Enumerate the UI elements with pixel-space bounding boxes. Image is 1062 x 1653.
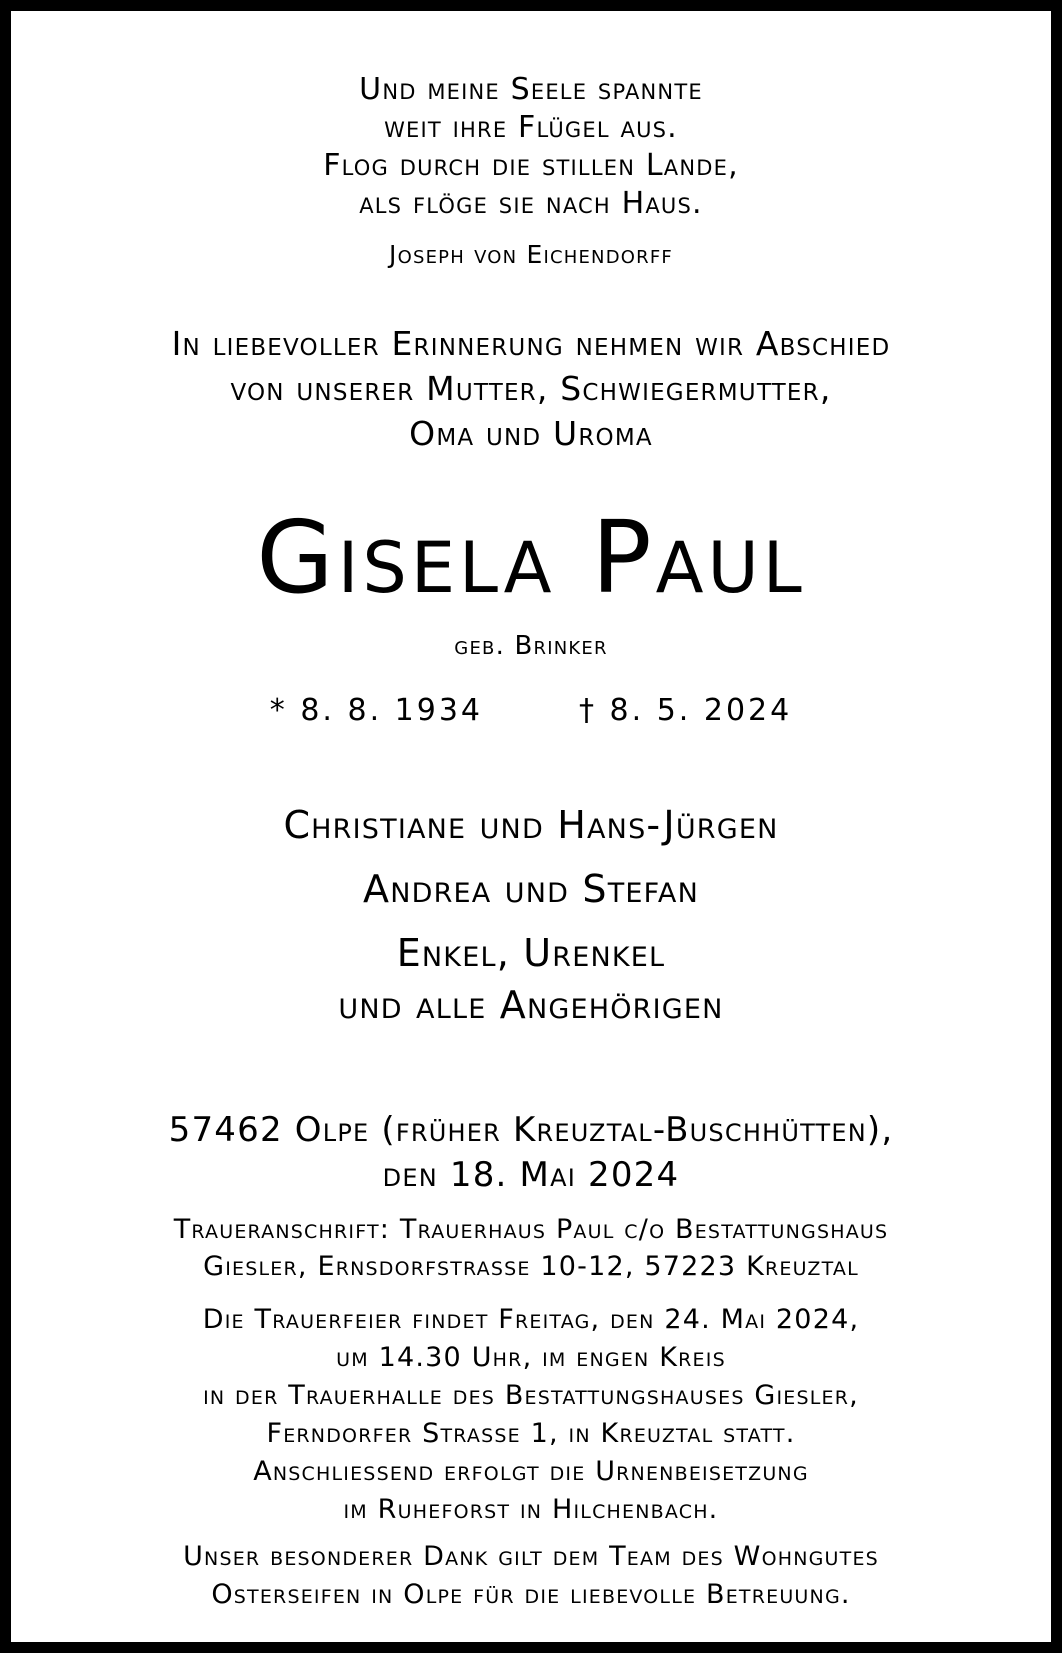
- death-date: † 8. 5. 2024: [579, 693, 793, 728]
- life-dates: [11, 691, 1051, 731]
- mourner-line: Andrea und Stefan: [363, 867, 699, 911]
- mourning-address: [11, 1211, 1051, 1285]
- ceremony-line: um 14.30 Uhr, im engen Kreis: [336, 1342, 726, 1373]
- poem-line: Und meine Seele spannte: [359, 72, 703, 107]
- mourner-line: und alle Angehörigen: [338, 983, 724, 1027]
- ceremony-info: [11, 1301, 1051, 1529]
- thanks-line: Unser besonderer Dank gilt dem Team des Wohngutes: [183, 1541, 879, 1572]
- mourner-line: Enkel, Urenkel: [396, 931, 666, 975]
- ceremony-line: in der Trauerhalle des Bestattungshauses Giesler,: [203, 1380, 859, 1411]
- poem-line: weit ihre Flügel aus.: [384, 110, 678, 145]
- thanks-line: Osterseifen in Olpe für die liebevolle Betreuung.: [211, 1579, 851, 1610]
- ceremony-line: Ferndorfer Strasse 1, in Kreuztal statt.: [266, 1418, 796, 1449]
- thanks-note: [11, 1538, 1051, 1614]
- intro-line: Oma und Uroma: [409, 414, 653, 453]
- intro-text: [11, 321, 1051, 456]
- address-line: Traueranschrift: Trauerhaus Paul c/o Bestattungshaus: [173, 1214, 889, 1245]
- poem-author: Joseph von Eichendorff: [389, 240, 673, 269]
- address-line: Giesler, Ernsdorfstrasse 10-12, 57223 Kreuztal: [203, 1251, 859, 1282]
- intro-line: von unserer Mutter, Schwiegermutter,: [230, 369, 832, 408]
- deceased-name: Gisela Paul: [256, 499, 806, 616]
- birth-date: * 8. 8. 1934: [269, 693, 483, 728]
- poem-line: Flog durch die stillen Lande,: [323, 148, 739, 183]
- mourners: [11, 799, 1051, 1031]
- intro-line: In liebevoller Erinnerung nehmen wir Abschied: [171, 324, 891, 363]
- maiden-name: geb. Brinker: [454, 631, 608, 661]
- place-and-date: [11, 1108, 1051, 1198]
- date-line: den 18. Mai 2024: [382, 1155, 680, 1195]
- ceremony-line: Die Trauerfeier findet Freitag, den 24. Mai 2024,: [202, 1304, 860, 1335]
- poem: [11, 71, 1051, 223]
- mourner-line: Christiane und Hans-Jürgen: [283, 803, 779, 847]
- ceremony-line: Anschliessend erfolgt die Urnenbeisetzung: [253, 1456, 809, 1487]
- place-line: 57462 Olpe (früher Kreuztal-Buschhütten),: [168, 1110, 894, 1150]
- ceremony-line: im Ruheforst in Hilchenbach.: [343, 1494, 719, 1525]
- poem-line: als flöge sie nach Haus.: [359, 186, 703, 221]
